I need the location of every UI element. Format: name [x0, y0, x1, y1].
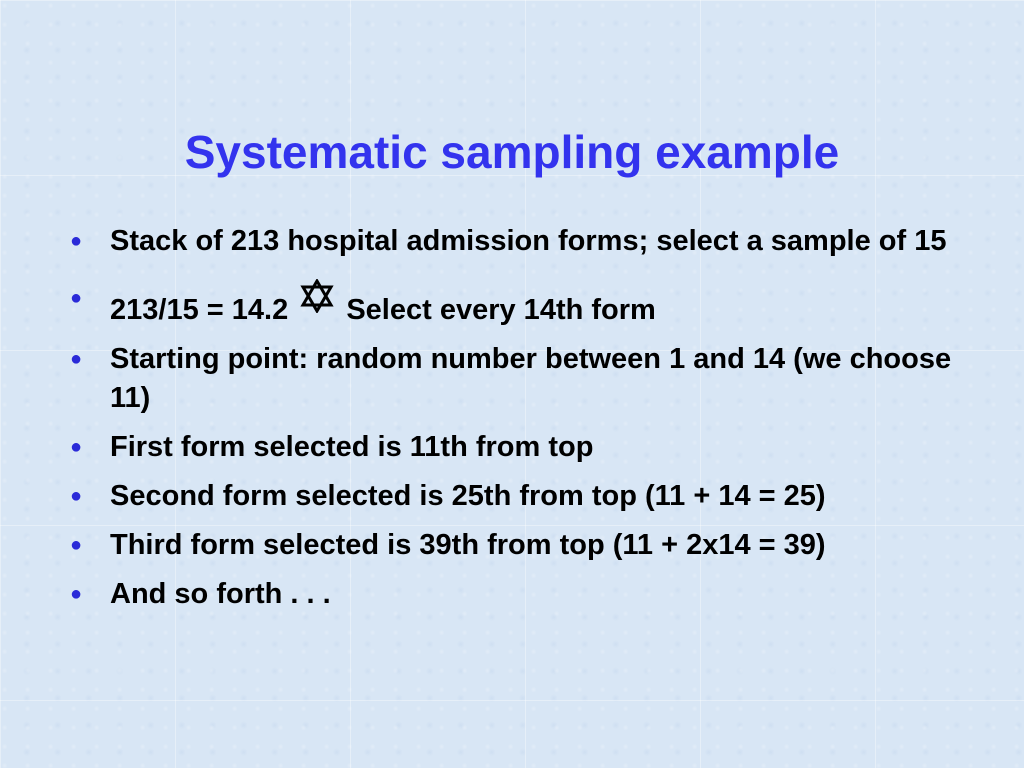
bullet-dot-icon: ●: [70, 287, 83, 309]
bullet-item: [70, 222, 970, 261]
bullet-text: Starting point: random number between 1 and 14 (we choose 11): [110, 343, 952, 414]
bullet-text: And so forth . . .: [110, 578, 331, 610]
bullet-list: [70, 222, 970, 624]
slide-title: Systematic sampling example: [184, 126, 840, 178]
bullet-dot-icon: ●: [70, 534, 83, 556]
bullet-dot-icon: ●: [70, 348, 83, 370]
bullet-text: Third form selected is 39th from top (11 + 2x14 = 39): [110, 529, 826, 561]
star-of-david-icon: [300, 279, 334, 324]
bullet-item: [70, 279, 970, 330]
bullet-dot-icon: ●: [70, 485, 83, 507]
bullet-dot-icon: ●: [70, 230, 83, 252]
bullet-text: Second form selected is 25th from top (11 + 14 = 25): [110, 480, 826, 512]
bullet-item: [70, 575, 970, 614]
bullet-text-after: Select every 14th form: [346, 294, 656, 326]
bullet-dot-icon: ●: [70, 583, 83, 605]
bullet-item: [70, 477, 970, 516]
bullet-item: [70, 526, 970, 565]
bullet-dot-icon: ●: [70, 436, 83, 458]
bullet-text: First form selected is 11th from top: [110, 431, 594, 463]
bullet-text: Stack of 213 hospital admission forms; select a sample of 15: [110, 225, 947, 257]
bullet-text-before: 213/15 = 14.2: [110, 294, 289, 326]
bullet-item: [70, 428, 970, 467]
bullet-item: [70, 340, 970, 418]
